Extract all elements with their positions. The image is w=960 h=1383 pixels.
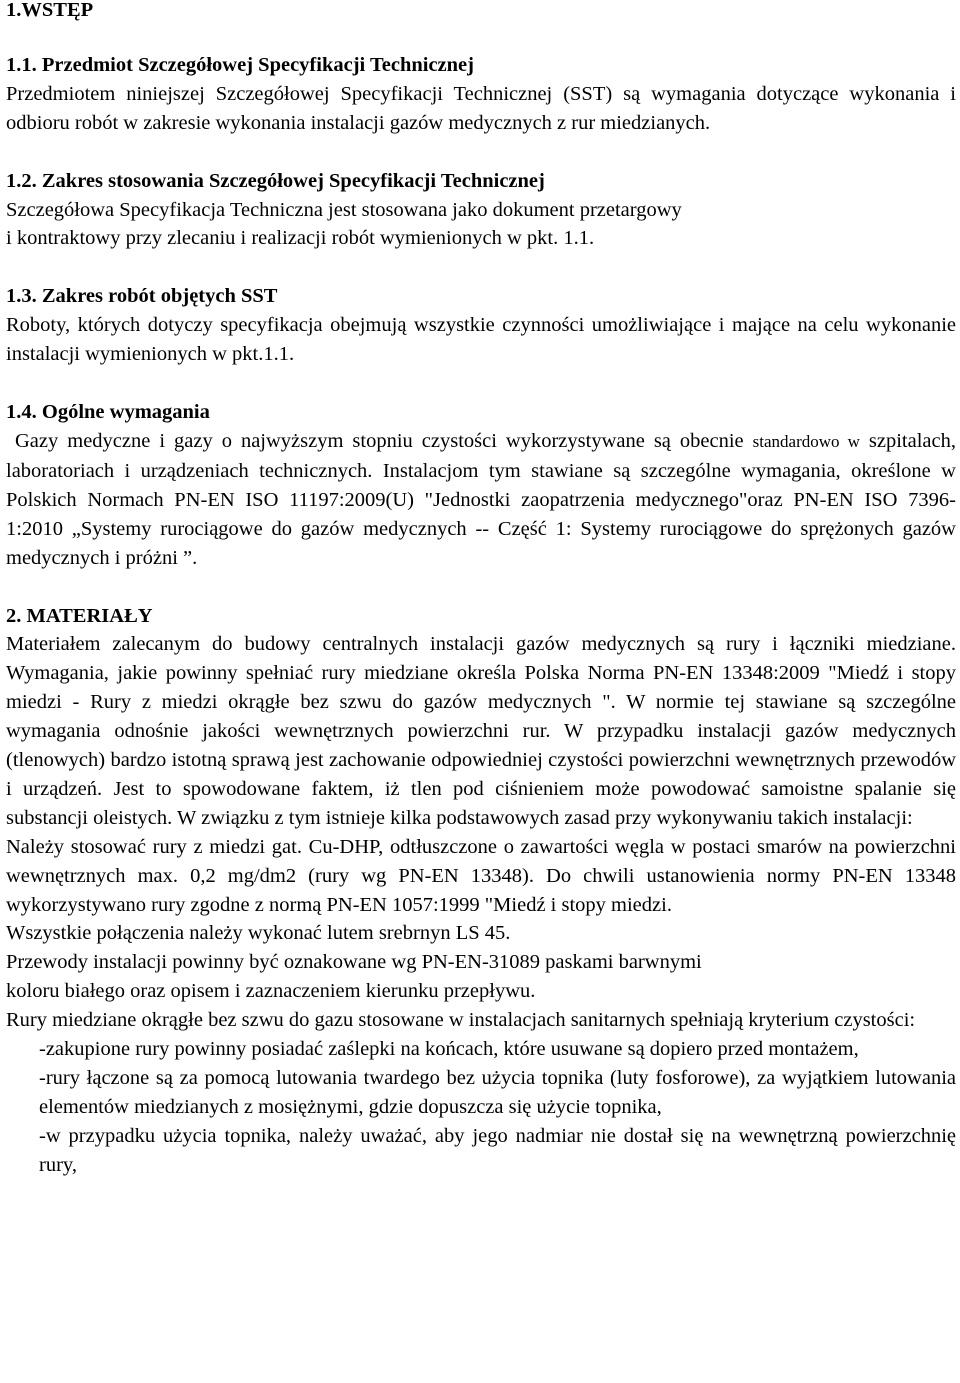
section-2-paragraph-2: Należy stosować rury z miedzi gat. Cu-DHP, odtłuszczone o zawartości węgla w postaci smarów na powierzchni wewnętrznych max. 0,2 mg/dm2 (rury wg PN-EN 13348). Do chwili ustanowienia normy PN-EN 13348 wykorzystywano rury zgodne z normą PN-EN 1057:1999 "Miedź i stopy miedzi. [6,835,956,916]
section-2-title: MATERIAŁY [26,604,153,627]
section-1-4-body-start: Gazy medyczne i gazy o najwyższym stopniu czystości wykorzystywane są obecnie [15,429,744,452]
section-1-4-body-rest: szpitalach, laboratoriach i urządzeniach technicznych. Instalacjom tym stawiane są szczególne wymagania, określone w Polskich Normach PN-EN ISO 11197:2009(U) "Jednostki zaopatrzenia medycznego"oraz PN-EN ISO 7396-1:2010 „Systemy rurociągowe do gazów medycznych -- Część 1: Systemy rurociągowe do sprężonych gazów medycznych i próżni ”. [6,429,956,569]
list-item: -zakupione rury powinny posiadać zaślepki na końcach, które usuwane są dopiero przed montażem, [39,1038,859,1061]
section-2-paragraph-4-line-2: koloru białego oraz opisem i zaznaczeniem kierunku przepływu. [6,980,536,1003]
section-2-paragraph-1: Materiałem zalecanym do budowy centralnych instalacji gazów medycznych są rury i łączniki miedziane. Wymagania, jakie powinny spełniać rury miedziane określa Polska Norma PN-EN 13348:2009 "Miedź i stopy miedzi - Rury z miedzi okrągłe bez szwu do gazów medycznych ". W normie tej stawiane są szczególne wymagania odnośnie jakości wewnętrznych powierzchni rur. W przypadku instalacji gazów medycznych (tlenowych) bardzo istotną sprawą jest zachowanie odpowiedniej czystości powierzchni wewnętrznych przewodów i urządzeń. Jest to spowodowane faktem, iż tlen pod ciśnieniem może powodować samoistne spalanie się substancji oleistych. W związku z tym istnieje kilka podstawowych zasad przy wykonywaniu takich instalacji: [6,633,956,829]
section-1-2-heading [6,167,956,196]
section-1-4-title: Ogólne wymagania [41,401,210,424]
section-1-4-number: 1.4. [6,401,37,424]
list-item: -rury łączone są za pomocą lutowania twardego bez użycia topnika (luty fosforowe), za wyjątkiem lutowania elementów miedzianych z mosiężnymi, gdzie dopuszcza się użycie topnika, [39,1067,956,1118]
section-1-2-number: 1.2. [6,169,37,192]
section-1-1-body: Przedmiotem niniejszej Szczegółowej Specyfikacji Technicznej (SST) są wymagania dotyczące wykonania i odbioru robót w zakresie wykonania instalacji gazów medycznych z rur miedzianych. [6,82,956,134]
section-2-heading [6,602,956,631]
section-1-heading [6,0,956,25]
section-1-3-title: Zakres robót objętych SST [41,285,278,308]
section-1-2-line-1: Szczegółowa Specyfikacja Techniczna jest stosowana jako dokument przetargowy [6,198,682,221]
list-item: -w przypadku użycia topnika, należy uważać, aby jego nadmiar nie dostał się na wewnętrzną powierzchnię rury, [39,1124,956,1176]
section-2-number: 2. [6,604,22,627]
section-1-2-line-2: i kontraktowy przy zlecaniu i realizacji robót wymienionych w pkt. 1.1. [6,227,595,250]
section-1-4-body-small: standardowo w [752,431,860,451]
section-1-title: 1.WSTĘP [6,0,94,21]
section-1-3-body: Roboty, których dotyczy specyfikacja obejmują wszystkie czynności umożliwiające i mające na celu wykonanie instalacji wymienionych w pkt.1.1. [6,314,956,366]
section-1-1-number: 1.1. [6,53,37,76]
section-1-3-number: 1.3. [6,285,37,308]
section-1-4-body [6,427,956,573]
document-page [6,0,956,1180]
section-1-3-heading [6,282,956,311]
section-2-paragraph-3: Wszystkie połączenia należy wykonać lutem srebrnyn LS 45. [6,922,511,945]
section-1-1-title: Przedmiot Szczegółowej Specyfikacji Technicznej [41,53,474,76]
section-2-paragraph-5: Rury miedziane okrągłe bez szwu do gazu stosowane w instalacjach sanitarnych spełniają kryterium czystości: [6,1009,916,1032]
section-1-1-heading [6,51,956,80]
section-1-4-heading [6,398,956,427]
section-2-paragraph-4-line-1: Przewody instalacji powinny być oznakowane wg PN-EN-31089 paskami barwnymi [6,951,702,974]
section-1-2-title: Zakres stosowania Szczegółowej Specyfikacji Technicznej [41,169,545,192]
